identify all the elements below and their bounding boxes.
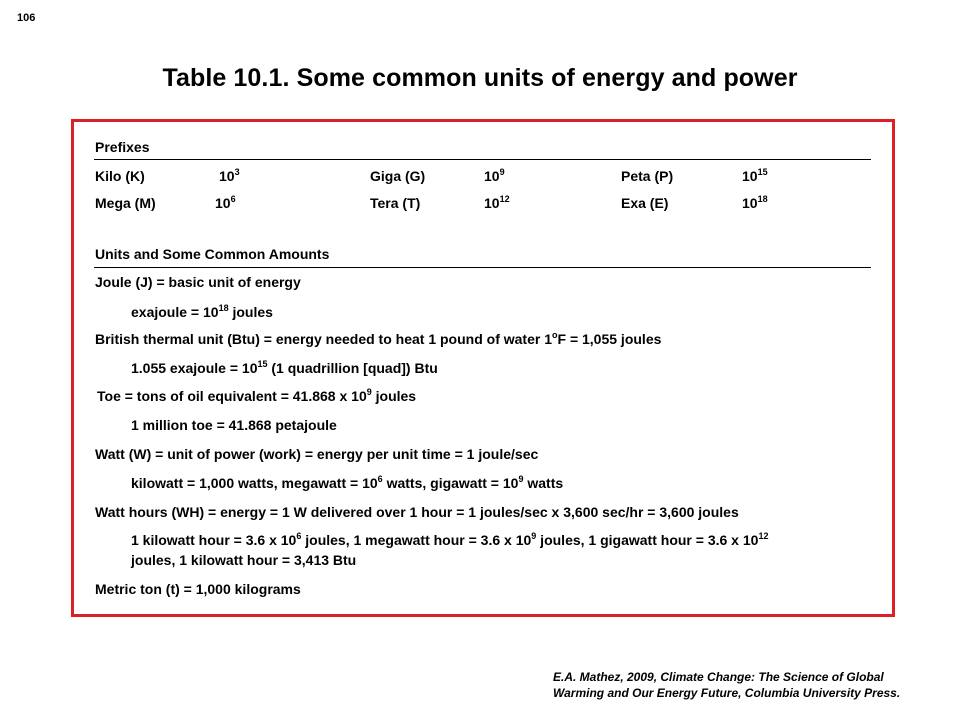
citation-line: E.A. Mathez, 2009, Climate Change: The Science of Global xyxy=(553,670,884,684)
prefix-name: Kilo (K) xyxy=(95,168,145,184)
unit-line: joules, 1 kilowatt hour = 3,413 Btu xyxy=(131,552,357,568)
unit-line: Metric ton (t) = 1,000 kilograms xyxy=(95,581,301,597)
unit-line: 1 million toe = 41.868 petajoule xyxy=(131,417,337,433)
page-title: Table 10.1. Some common units of energy and power xyxy=(162,64,798,92)
citation xyxy=(553,669,953,701)
prefixes-divider xyxy=(94,159,871,160)
prefix-value: $10^{12}$ xyxy=(484,194,510,211)
prefix-name: Mega (M) xyxy=(95,195,156,211)
prefix-value: $10^3$ xyxy=(219,167,240,184)
unit-line: exajoule = $10^{18}$ joules xyxy=(131,303,273,320)
prefix-name: Giga (G) xyxy=(370,168,426,184)
prefix-name: Peta (P) xyxy=(621,168,674,184)
unit-line: Watt hours (WH) = energy = 1 W delivered over 1 hour = 1 joules/sec x 3,600 sec/hr = 3,600 joules xyxy=(95,504,739,520)
unit-line: 1 kilowatt hour = 3.6 x $10^6$ joules, 1 megawatt hour = 3.6 x $10^9$ joules, 1 gigawatt hour = 3.6 x $10^{12}$ xyxy=(131,531,769,548)
prefix-value: $10^{15}$ xyxy=(742,167,768,184)
prefix-value: $10^9$ xyxy=(484,167,505,184)
prefix-value: $10^6$ xyxy=(215,194,236,211)
unit-line: kilowatt = 1,000 watts, megawatt = $10^6$ watts, gigawatt = $10^9$ watts xyxy=(131,474,564,491)
page-number: 106 xyxy=(17,12,36,24)
prefix-name: Exa (E) xyxy=(621,195,669,211)
units-divider xyxy=(94,267,871,268)
prefix-name: Tera (T) xyxy=(370,195,421,211)
unit-line: British thermal unit (Btu) = energy needed to heat 1 pound of water $1^oF = 1,055$ joules xyxy=(95,330,662,347)
unit-line: 1.055 exajoule = $10^{15}$ (1 quadrillion [quad]) Btu xyxy=(131,359,438,376)
unit-line: Watt (W) = unit of power (work) = energy per unit time = 1 joule/sec xyxy=(95,446,539,462)
unit-line: Joule (J) = basic unit of energy xyxy=(95,274,301,290)
prefix-value: $10^{18}$ xyxy=(742,194,768,211)
prefixes-heading: Prefixes xyxy=(95,139,150,155)
citation-line: Warming and Our Energy Future, Columbia University Press. xyxy=(553,686,901,700)
unit-line: Toe = tons of oil equivalent = 41.868 x $10^9$ joules xyxy=(97,387,417,404)
units-heading: Units and Some Common Amounts xyxy=(95,246,330,262)
